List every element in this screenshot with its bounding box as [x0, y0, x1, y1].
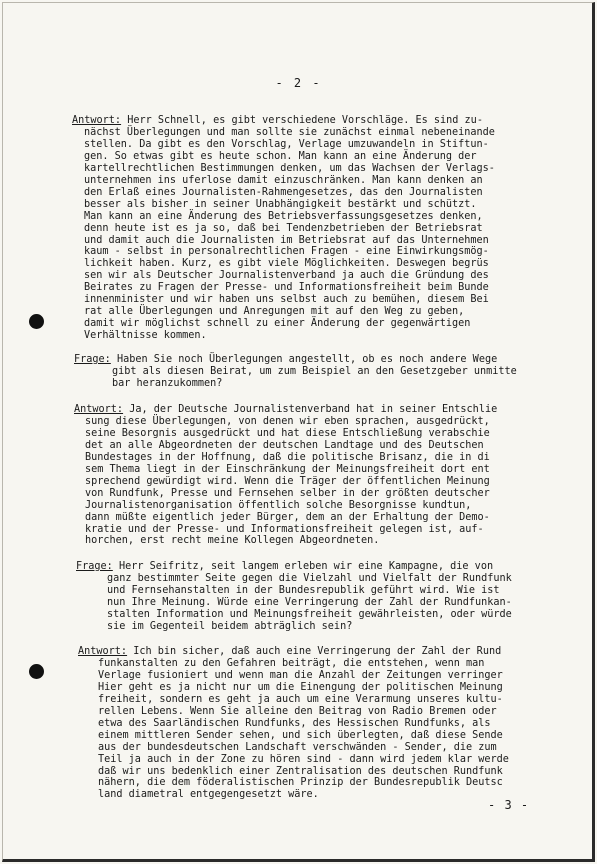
text-line: aus der bundesdeutschen Landschaft verschwänden - Sender, die zum [98, 741, 497, 753]
text-line: Ja, der Deutsche Journalistenverband hat in seiner Entschlie [123, 404, 498, 415]
text-line: besser als bisher in seiner Unabhängigkeit bestärkt und schützt. [84, 198, 477, 210]
text-line: einem mittleren Sender sehen, und sich überlegten, daß diese Sende [98, 729, 503, 741]
text-line: Beirates zu Fragen der Presse- und Informationsfreiheit beim Bunde [84, 282, 489, 294]
text-line: dann müßte eigentlich jeder Bürger, dem an der Erhaltung der Demo- [85, 511, 490, 523]
text-line: Teil ja auch in der Zone zu hören sind - dann wird jedem klar werde [98, 753, 509, 765]
text-line: sprechend gewürdigt wird. Wenn die Träger der öffentlichen Meinung [85, 475, 490, 487]
speaker-label: Antwort: [74, 404, 124, 415]
text-line: und Fernsehanstalten in der Bundesrepublik geführt wird. Wie ist [107, 584, 500, 596]
text-line: freiheit, sondern es geht ja auch um eine Verarmung unseres kultu- [98, 693, 503, 705]
text-line: denn heute ist es ja so, daß bei Tendenzbetrieben der Betriebsrat [84, 222, 483, 234]
text-line: unternehmen ins uferlose damit einzuschränken. Man kann denken an [84, 174, 483, 186]
text-line: gen. So etwas gibt es heute schon. Man kann an eine Änderung der [84, 150, 477, 162]
question-block [74, 354, 517, 390]
speaker-label: Antwort: [78, 646, 128, 657]
text-line: nächst Überlegungen und man sollte sie zunächst einmal nebeneinande [84, 126, 495, 138]
text-line: kaum - selbst in personalrechtlichen Fragen - eine Einwirkungsmög- [84, 246, 489, 258]
answer-block [74, 404, 497, 547]
question-block [76, 561, 512, 633]
answer-block [72, 115, 495, 342]
punch-hole-bottom [29, 664, 44, 679]
text-line: sem Thema liegt in der Einschränkung der Meinungsfreiheit dort ent [85, 463, 490, 475]
page-number: - 2 - [275, 76, 322, 90]
text-line: nähern, die dem föderalistischen Prinzip der Bundesrepublik Deutsc [98, 777, 503, 789]
text-line: von Rundfunk, Presse und Fernsehen selber in der größten deutscher [85, 487, 490, 499]
text-line: Man kann an eine Änderung des Betriebsverfassungsgesetzes denken, [84, 210, 483, 222]
text-line: Haben Sie noch Überlegungen angestellt, ob es noch andere Wege [110, 354, 498, 365]
text-line: stalten Information und Meinungsfreiheit gewährleisten, oder würde [107, 608, 512, 620]
speaker-label: Frage: [76, 561, 113, 572]
text-line: seine Besorgnis ausgedrückt und hat diese Entschließung verabschie [85, 427, 490, 439]
speaker-label: Antwort: [72, 115, 122, 126]
text-line: etwa des Saarländischen Rundfunks, des Hessischen Rundfunks, als [98, 717, 491, 729]
text-line: lichkeit haben. Kurz, es gibt viele Möglichkeiten. Deswegen begrüs [84, 258, 489, 270]
text-line: kratie und der Presse- und Informationsfreiheit gelegen ist, auf- [85, 523, 484, 535]
text-line: nun Ihre Meinung. Würde eine Verringerung der Zahl der Rundfunkan- [107, 596, 512, 608]
text-line: den Erlaß eines Journalisten-Rahmengesetzes, das den Journalisten [84, 186, 483, 198]
text-line: Verlage fusioniert und wenn man die Anzahl der Zeitungen verringer [98, 669, 503, 681]
text-line: damit wir möglichst schnell zu einer Änderung der gegenwärtigen [84, 318, 471, 330]
text-line: und damit auch die Journalisten im Betriebsrat auf das Unternehmen [84, 234, 489, 246]
text-line: stellen. Da gibt es den Vorschlag, Verlage umzuwandeln in Stiftun- [84, 138, 489, 150]
text-line: bar heranzukommen? [112, 377, 223, 389]
text-line: Herr Schnell, es gibt verschiedene Vorschläge. Es sind zu- [121, 115, 483, 126]
text-line: Ich bin sicher, daß auch eine Verringerung der Zahl der Rund [127, 646, 502, 657]
answer-block [78, 646, 509, 801]
text-line: Verhältnisse kommen. [84, 330, 207, 342]
text-line: horchen, erst recht meine Kollegen Abgeordneten. [85, 535, 380, 547]
text-line: Bundestages in der Hoffnung, daß die politische Brisanz, die in di [85, 451, 490, 463]
text-line: rellen Lebens. Wenn Sie alleine den Beitrag von Radio Bremen oder [98, 705, 497, 717]
speaker-label: Frage: [74, 354, 111, 365]
text-line: kartellrechtlichen Bestimmungen denken, um das Wachsen der Verlags- [84, 162, 495, 174]
text-line: Hier geht es ja nicht nur um die Einengung der politischen Meinung [98, 681, 503, 693]
next-page-marker: - 3 - [488, 798, 530, 812]
text-line: sen wir als Deutscher Journalistenverband ja auch die Gründung des [84, 270, 489, 282]
text-line: funkanstalten zu den Gefahren beiträgt, die entstehen, wenn man [98, 657, 485, 669]
text-line: innenminister und wir haben uns selbst auch zu bemühen, diesem Bei [84, 294, 489, 306]
text-line: gibt als diesen Beirat, um zum Beispiel an den Gesetzgeber unmitte [112, 365, 517, 377]
text-line: Journalistenorganisation öffentlich solche Besorgnisse kundtun, [85, 499, 472, 511]
text-line: sie im Gegenteil beidem abträglich sein? [107, 620, 353, 632]
text-line: Herr Seifritz, seit langem erleben wir eine Kampagne, die von [112, 561, 494, 572]
punch-hole-top [29, 314, 44, 329]
text-line: rat alle Überlegungen und Anregungen mit auf den Weg zu geben, [84, 306, 465, 318]
text-line: land diametral entgegengesetzt wäre. [98, 789, 319, 801]
text-line: det an alle Abgeordneten der deutschen Landtage und des Deutschen [85, 439, 484, 451]
text-line: daß wir uns bedenklich einer Zentralisation des deutschen Rundfunk [98, 765, 503, 777]
text-line: sung diese Überlegungen, von denen wir eben sprachen, ausgedrückt, [85, 415, 490, 427]
text-line: ganz bestimmter Seite gegen die Vielzahl und Vielfalt der Rundfunk [107, 572, 512, 584]
